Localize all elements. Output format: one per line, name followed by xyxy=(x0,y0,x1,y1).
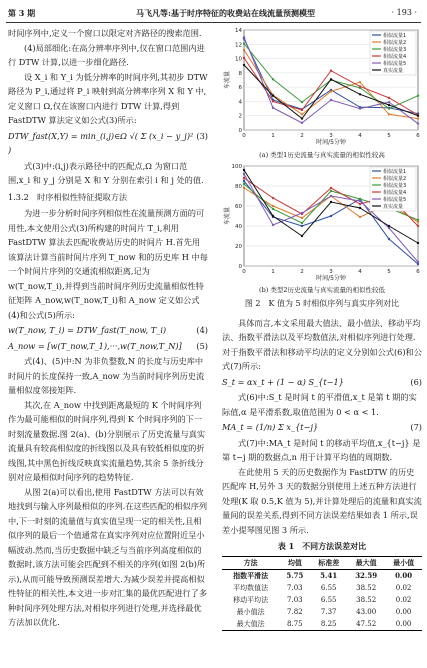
x-tick-label: 4 xyxy=(358,133,362,139)
paragraph: 式(7)中:MA_t 是时间 t 的移动平均值,x_{t−j} 是第 t−j 期的数据点,n 用于计算平均值的周期数. xyxy=(222,437,421,462)
legend-label: 真实流量 xyxy=(383,68,404,74)
x-tick-label: 1 xyxy=(271,133,275,139)
data-point xyxy=(272,214,274,216)
equation-7 xyxy=(222,420,422,435)
legend-label: 相似流量3 xyxy=(383,47,407,53)
chart-b-svg xyxy=(222,162,422,282)
table-cell: 7.03 xyxy=(287,595,303,604)
equation-3 xyxy=(8,129,208,158)
table-header-cell: 最小值 xyxy=(393,557,415,567)
paragraph: 设 X_i 和 Y_i 为低分辨率的时间序列,其初步 DTW 路径为 P_i,通过将 P_i 映射到高分辨率序列 X 和 Y 中,定义窗口 Ω,仅在该窗口内进行 DTW 计算,得到 FastDTW 算法定义如公式(3)所示: xyxy=(8,71,208,125)
data-point xyxy=(243,64,245,66)
y-tick-label: 80 xyxy=(235,183,242,190)
data-point xyxy=(388,237,390,239)
error-table xyxy=(222,556,422,631)
data-point xyxy=(272,223,274,225)
legend-label: 相似流量2 xyxy=(383,175,407,182)
chart-a-caption: (a) 类型1历史流量与真实流量的相似性较高 xyxy=(259,150,385,159)
data-point xyxy=(388,104,390,106)
equation-6 xyxy=(222,375,422,390)
data-point xyxy=(359,206,361,208)
x-axis-label: 时间/5分钟 xyxy=(316,139,346,146)
data-point xyxy=(301,117,303,119)
data-point xyxy=(301,234,303,236)
table-cell: 43.00 xyxy=(356,607,377,616)
legend-label: 相似流量2 xyxy=(383,40,407,46)
y-axis-label: 车流量 xyxy=(224,70,231,90)
table-header-cell: 方法 xyxy=(243,557,258,567)
table-cell: 7.37 xyxy=(320,607,337,616)
data-point xyxy=(388,97,390,99)
data-point xyxy=(243,172,245,174)
x-tick-label: 6 xyxy=(416,268,420,275)
data-point xyxy=(330,200,332,202)
paragraph: 从图 2(a)可以看出,使用 FastDTW 方法可以有效地找到与输入序列最相似的序列.在这些匹配的相似序列中,下一时刻的流量值与真实值呈现一定的相关性,且相似序列的最后一个值通常在真实序列对应位置附近呈小幅波动.然而,当历史数据中缺乏与当前序列高度相似的数据时,该方法可能会匹配到不相关的序列(如图 2(b)所示),从而可能导致预测误差增大.为减少误差并提高相似性特征的相关性,本文进一步对汇集的最优匹配进行了多种时间序列处理方法,对相似序列进行处理,并选择最优方法加以优化. xyxy=(8,486,208,627)
x-tick-label: 4 xyxy=(358,268,362,275)
table-row xyxy=(222,594,422,606)
paragraph: 式(4)、(5)中:N 为非负整数,N 的长度与历史库中时间片的长度保持一致,A_now 为当前时间序列历史流量相似度邻接矩阵. xyxy=(8,356,205,395)
equation-number: (3) xyxy=(196,130,208,141)
table-cell: 7.82 xyxy=(287,607,303,616)
data-point xyxy=(359,215,361,217)
data-point xyxy=(272,204,274,206)
table-cell: 0.00 xyxy=(395,619,412,628)
table-cell: 32.59 xyxy=(355,570,378,580)
data-point xyxy=(272,95,274,97)
data-point xyxy=(359,107,361,109)
x-tick-label: 6 xyxy=(416,133,420,139)
running-title: 马飞凡等:基于时序特征的收费站在线流量预测模型 xyxy=(136,8,315,18)
data-point xyxy=(301,122,303,124)
x-tick-label: 2 xyxy=(300,268,304,275)
legend-label: 相似流量3 xyxy=(383,182,407,189)
legend-label: 相似流量4 xyxy=(383,54,407,60)
table-cell: 8.75 xyxy=(287,619,303,628)
data-point xyxy=(301,216,303,218)
legend-label: 相似流量1 xyxy=(383,33,407,39)
data-point xyxy=(243,42,245,44)
legend-label: 相似流量5 xyxy=(383,196,407,203)
x-tick-label: 5 xyxy=(387,268,391,275)
table-row xyxy=(222,606,422,618)
section-heading: 1.3.2 时序相似性特征提取方法 xyxy=(8,191,128,202)
data-point xyxy=(243,186,245,188)
table-cell: 5.75 xyxy=(286,570,304,580)
data-point xyxy=(417,224,419,226)
y-tick-label: 100 xyxy=(231,163,242,170)
figure-2b xyxy=(222,162,422,296)
data-point xyxy=(330,194,332,196)
data-point xyxy=(330,99,332,101)
right-column xyxy=(222,26,422,631)
equation-number: (5) xyxy=(196,340,208,351)
data-point xyxy=(301,109,303,111)
equation-number: (4) xyxy=(196,325,208,335)
equation-4 xyxy=(8,323,208,338)
data-point xyxy=(330,189,332,191)
page-number: · 193 · xyxy=(391,8,417,17)
data-point xyxy=(388,107,390,109)
paragraph: 式(6)中:S_t 是时间 t 的平滑值,x_t 是第 t 期的实际值,α 是平滑系数,取值范围为 0 < α < 1. xyxy=(222,392,417,417)
x-tick-label: 3 xyxy=(329,133,333,139)
chart-a-svg xyxy=(222,26,422,146)
y-tick-label: 40 xyxy=(235,223,242,230)
table-title: 表 1 不同方法误差对比 xyxy=(277,541,367,551)
data-point xyxy=(301,101,303,103)
data-point xyxy=(301,221,303,223)
y-tick-label: 12 xyxy=(235,42,242,49)
left-column xyxy=(8,26,208,630)
table-cell: 38.52 xyxy=(356,583,377,592)
data-point xyxy=(359,199,361,201)
equation-body: A_now = [w(T_now,T_1),···,w(T_now,T_N)] xyxy=(8,340,182,351)
data-point xyxy=(417,117,419,119)
table-cell: 平均数值法 xyxy=(233,583,269,592)
paragraph: 其次,在 A_now 中找到距离最短的 K 个时间序列作为最可能相似的时间序列,得到 K 个时间序列的下一时刻流量数据.图 2(a)、(b)分别展示了历史流量与真实流量具有较高相似度的折线图以及具有较低相似度的折线图,其中黑色折线反映真实流量趋势,其余 5 条折线分别对应最相似时间序列的趋势特征. xyxy=(8,399,206,482)
table-header-cell: 均值 xyxy=(287,557,302,567)
table-cell: 最小值法 xyxy=(236,607,265,616)
equation-body: MA_t = (1/n) Σ x_{t−j} xyxy=(222,422,319,432)
y-tick-label: 8 xyxy=(238,70,242,77)
paragraph: 在此使用 5 天的历史数据作为 FastDTW 的历史匹配库 H,另外 3 天的数据分别使用上述五种方法进行处理(K 取 0.5,K 值为 5),并计算处理后的流量和真实流量间的误差关系,得到不同方法误差结果如表 1 所示,误差小提琴图见图 3 所示. xyxy=(222,466,422,535)
y-tick-label: 20 xyxy=(235,243,242,250)
table-cell: 最大值法 xyxy=(236,619,265,628)
paragraph: 为进一步分析时间序列相似性在流量预测方面的可用性,本文使用公式(3)所构建的时间片 T_i,利用 FastDTW 算法去匹配收费站历史的时间片 H.首先用该算法计算当前时间片序列 T_now 和的历史库 H 中每一个时间片序列的交通流相似距离,记为 w(T_now,T_i),并得到当前时间序列历史流量相似性特征矩阵 A_now,w(T_now,T_i)和 A_now 定义如公式(4)和公式(5)所示: xyxy=(8,208,208,320)
data-point xyxy=(359,81,361,83)
table-cell: 0.02 xyxy=(395,583,412,592)
legend-label: 相似流量1 xyxy=(383,168,407,175)
data-point xyxy=(243,182,245,184)
paragraph: (4)局部细化:在高分辨率序列中,仅在窗口范围内进行 DTW 计算,以进一步细化路径. xyxy=(8,42,205,67)
data-point xyxy=(330,70,332,72)
table-cell: 6.55 xyxy=(320,595,337,604)
y-axis-label: 车流量 xyxy=(224,206,231,225)
data-point xyxy=(301,224,303,226)
data-point xyxy=(417,122,419,124)
table-cell: 6.55 xyxy=(320,583,337,592)
table-body xyxy=(222,569,422,630)
table-cell: 0.00 xyxy=(395,607,412,616)
data-point xyxy=(243,49,245,51)
x-tick-label: 2 xyxy=(300,133,304,139)
data-point xyxy=(417,95,419,97)
y-tick-label: 14 xyxy=(235,28,242,34)
paragraph: 时间序列中,定义一个窗口以限定对齐路径的搜索范围. xyxy=(8,28,202,38)
x-axis-label: 时间/5分钟 xyxy=(316,274,346,282)
data-point xyxy=(417,260,419,262)
equation-number: (7) xyxy=(410,422,422,432)
table-cell: 7.03 xyxy=(287,583,303,592)
data-point xyxy=(272,196,274,198)
data-point xyxy=(417,115,419,117)
y-tick-label: 2 xyxy=(238,113,242,120)
legend-label: 真实流量 xyxy=(383,203,404,210)
data-point xyxy=(243,179,245,181)
data-point xyxy=(388,224,390,226)
table-row xyxy=(222,618,422,631)
equation-5 xyxy=(8,339,208,354)
y-tick-label: 0 xyxy=(238,128,242,134)
table-row xyxy=(222,569,422,582)
x-tick-label: 0 xyxy=(242,268,246,275)
equation-body: S_t = αx_t + (1 − α) S_{t−1} xyxy=(222,376,344,387)
paragraph: 具体而言,本文采用最大值法、最小值法、移动平均法、指数平滑法以及平均数值法,对相似序列进行处理.对于指数平滑法和移动平均法的定义分别如公式(6)和公式(7)所示: xyxy=(222,317,422,371)
table-cell: 移动平均法 xyxy=(233,595,269,604)
data-point xyxy=(272,100,274,102)
data-point xyxy=(301,211,303,213)
data-point xyxy=(330,214,332,216)
y-tick-label: 6 xyxy=(238,85,242,92)
x-tick-label: 5 xyxy=(387,133,391,139)
data-point xyxy=(243,36,245,38)
legend-label: 相似流量5 xyxy=(383,61,407,67)
page-header xyxy=(6,6,421,23)
paragraph: 式(3)中:(i,j)表示路径中的匹配点,Ω 为窗口范围,x_i 和 y_j 分别是 X 和 Y 分别在索引 i 和 j 处的值. xyxy=(8,160,204,185)
legend-label: 相似流量4 xyxy=(383,189,407,196)
data-point xyxy=(243,168,245,170)
x-tick-label: 1 xyxy=(271,268,275,275)
y-tick-label: 0 xyxy=(238,263,242,270)
issue-number: 第 3 期 xyxy=(8,8,36,18)
figure-caption: 图 2 K 值为 5 时相似序列与真实序列对比 xyxy=(244,299,400,308)
table-header-cell: 最大值 xyxy=(355,557,377,567)
y-tick-label: 60 xyxy=(235,203,242,210)
table-row xyxy=(222,582,422,594)
data-point xyxy=(330,78,332,80)
data-point xyxy=(359,202,361,204)
data-point xyxy=(359,93,361,95)
data-point xyxy=(272,207,274,209)
chart-b-caption: (b) 类型2历史流量与真实流量的相似性较低 xyxy=(259,286,385,294)
data-point xyxy=(388,113,390,115)
table-header-row xyxy=(222,556,422,569)
data-point xyxy=(301,113,303,115)
table-cell: 0.00 xyxy=(395,570,413,580)
data-point xyxy=(330,90,332,92)
data-point xyxy=(272,78,274,80)
table-cell: 5.41 xyxy=(320,570,338,580)
data-point xyxy=(359,85,361,87)
table-cell: 指数平滑法 xyxy=(233,570,269,580)
y-tick-label: 4 xyxy=(238,99,242,106)
table-cell: 38.52 xyxy=(356,595,377,604)
figure-2a xyxy=(222,26,422,160)
equation-number: (6) xyxy=(410,376,422,387)
equation-body: w(T_now, T_i) = DTW_fast(T_now, T_i) xyxy=(8,325,167,335)
x-tick-label: 3 xyxy=(329,268,333,275)
table-cell: 0.02 xyxy=(395,595,412,604)
table-header-cell: 标准差 xyxy=(318,557,340,567)
table-cell: 47.52 xyxy=(356,619,377,628)
table-cell: 8.25 xyxy=(320,619,337,628)
equation-body: DTW_fast(X,Y) = min_(i,j)∈Ω √( Σ (x_i − y_j)² ) xyxy=(8,130,194,155)
data-point xyxy=(330,186,332,188)
data-point xyxy=(417,218,419,220)
data-point xyxy=(243,176,245,178)
x-tick-label: 0 xyxy=(242,133,246,139)
data-point xyxy=(417,241,419,243)
data-point xyxy=(243,57,245,59)
data-point xyxy=(272,107,274,109)
y-tick-label: 10 xyxy=(235,56,242,63)
data-point xyxy=(388,101,390,103)
